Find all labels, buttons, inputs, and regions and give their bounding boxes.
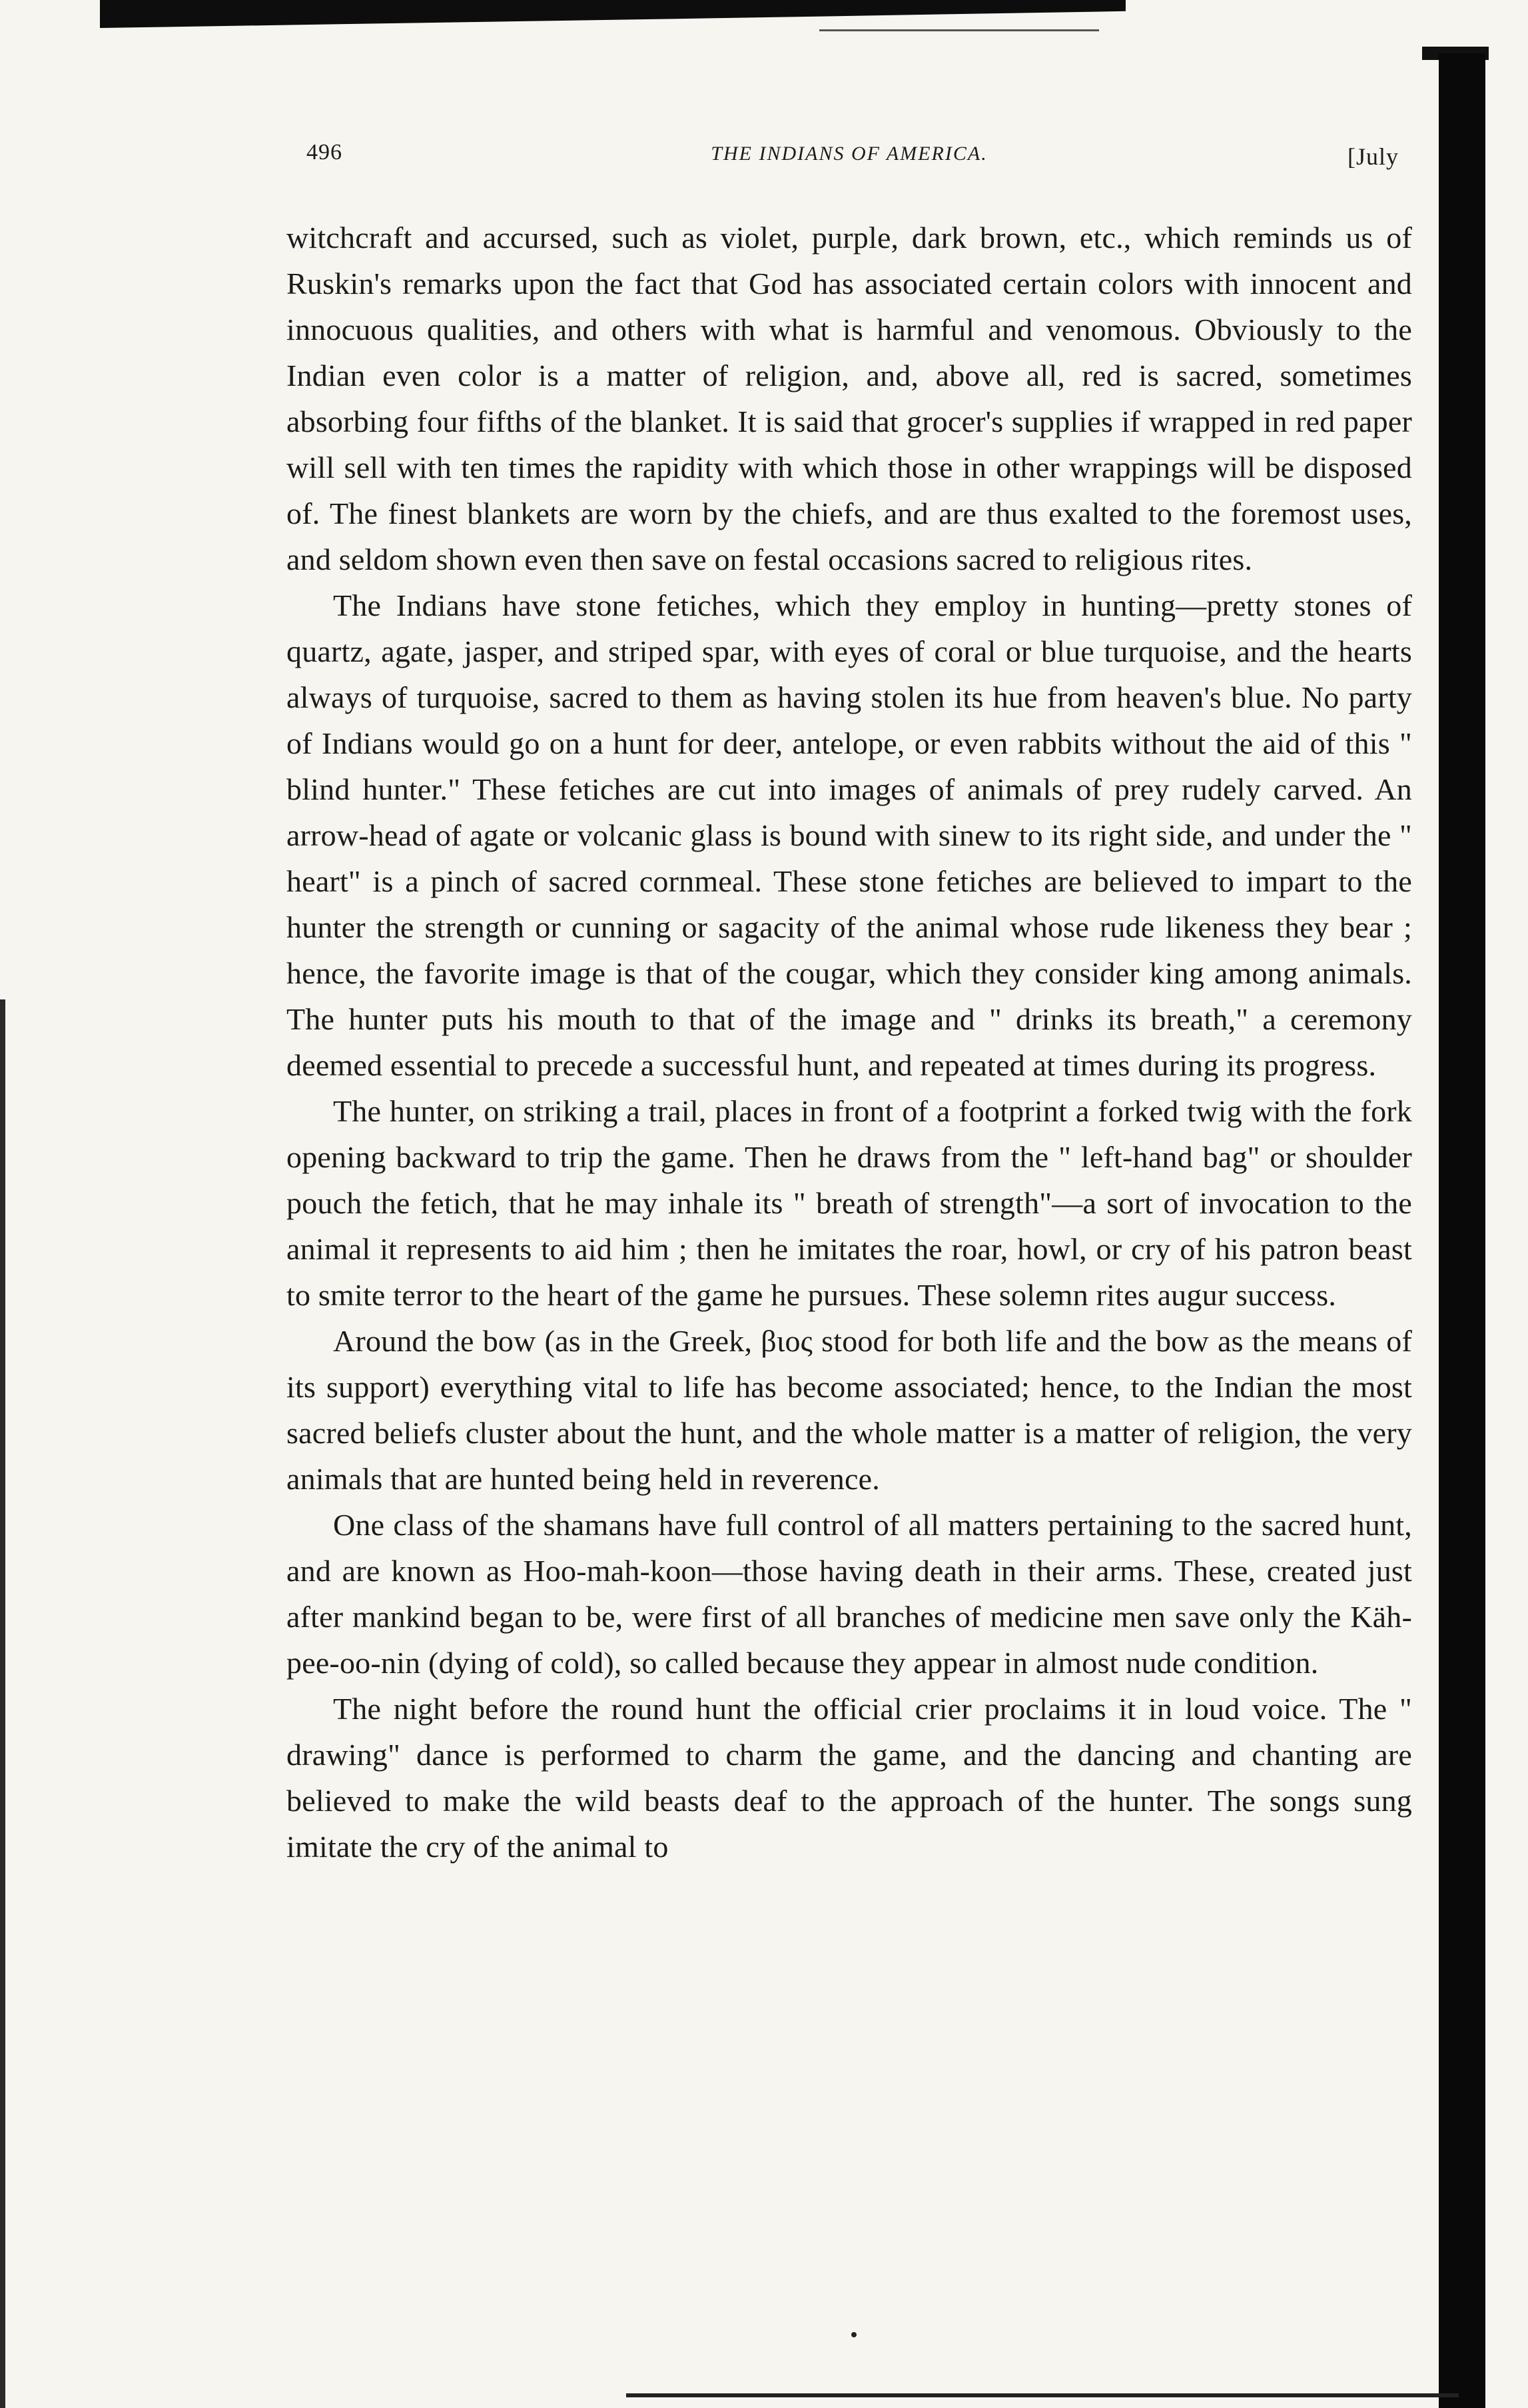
- paragraph: One class of the shamans have full control of all matters pertaining to the sacred hunt, and are known as Hoo-mah-koon—those having death in their arms. These, created just after mankind began to be, were first of all branches of medicine men save only the Käh-pee-oo-nin (dying of cold), so called because they appear in almost nude condition.: [286, 1508, 1412, 1680]
- scan-right-edge: [1439, 53, 1485, 2408]
- scan-left-edge: [0, 999, 5, 2408]
- paragraph: The night before the round hunt the official crier proclaims it in loud voice. The " drawing" dance is performed to charm the game, and the dancing and chanting are believed to make the wild beasts deaf to the approach of the hunter. The songs sung imitate the cry of the animal to: [286, 1692, 1412, 1864]
- body-text: [286, 215, 1412, 1870]
- scan-bottom-edge: [626, 2393, 1459, 2397]
- paragraph: witchcraft and accursed, such as violet, purple, dark brown, etc., which reminds us of Ruskin's remarks upon the fact that God has associated certain colors with innocent and innocuous qualities, and others with what is harmful and venomous. Obviously to the Indian even color is a matter of religion, and, above all, red is sacred, sometimes absorbing four fifths of the blanket. It is said that grocer's supplies if wrapped in red paper will sell with ten times the rapidity with which those in other wrappings will be disposed of. The finest blankets are worn by the chiefs, and are thus exalted to the foremost uses, and seldom shown even then save on festal occasions sacred to religious rites.: [286, 221, 1412, 576]
- running-head: [286, 133, 1412, 180]
- issue-month: [July: [1347, 143, 1399, 170]
- scan-top-rule: [819, 29, 1099, 31]
- paragraph: The hunter, on striking a trail, places in front of a footprint a forked twig with the fork opening backward to trip the game. Then he draws from the " left-hand bag" or shoulder pouch the fetich, that he may inhale its " breath of strength"—a sort of invocation to the animal it represents to aid him ; then he imitates the roar, howl, or cry of his patron beast to smite terror to the heart of the game he pursues. These solemn rites augur success.: [286, 1094, 1412, 1312]
- paragraph: Around the bow (as in the Greek, βιος stood for both life and the bow as the means of its support) everything vital to life has become associated; hence, to the Indian the most sacred beliefs cluster about the hunt, and the whole matter is a matter of religion, the very animals that are hunted being held in reverence.: [286, 1324, 1412, 1496]
- running-title: THE INDIANS OF AMERICA.: [711, 143, 988, 165]
- footer-dot: [851, 2332, 857, 2337]
- scan-top-edge: [100, 0, 1126, 28]
- book-page: [286, 133, 1412, 2372]
- page-number: 496: [306, 140, 342, 165]
- paragraph: The Indians have stone fetiches, which they employ in hunting—pretty stones of quartz, agate, jasper, and striped spar, with eyes of coral or blue turquoise, and the hearts always of turquoise, sacred to them as having stolen its hue from heaven's blue. No party of Indians would go on a hunt for deer, antelope, or even rabbits without the aid of this " blind hunter." These fetiches are cut into images of animals of prey rudely carved. An arrow-head of agate or volcanic glass is bound with sinew to its right side, and under the " heart" is a pinch of sacred cornmeal. These stone fetiches are believed to impart to the hunter the strength or cunning or sagacity of the animal whose rude likeness they bear ; hence, the favorite image is that of the cougar, which they consider king among animals. The hunter puts his mouth to that of the image and " drinks its breath," a ceremony deemed essential to precede a successful hunt, and repeated at times during its progress.: [286, 588, 1412, 1082]
